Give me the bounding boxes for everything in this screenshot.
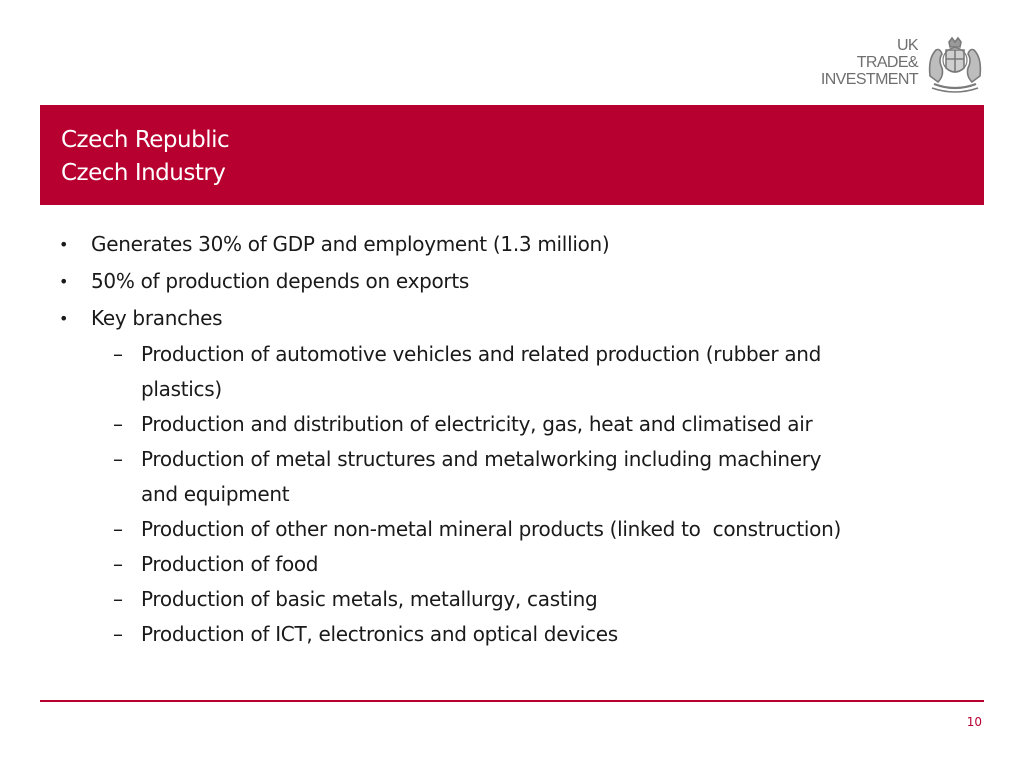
- dash-icon: –: [113, 552, 123, 576]
- sub-bullet-text-continued: and equipment: [141, 482, 290, 506]
- sub-bullet-text: Production of basic metals, metallurgy, casting: [141, 587, 598, 611]
- bullet-text: Key branches: [91, 306, 223, 330]
- page-number: 10: [966, 715, 982, 729]
- bullet-item: [56, 226, 976, 263]
- logo-line-trade: TRADE&: [856, 54, 918, 71]
- sub-bullet-text: Production and distribution of electricity, gas, heat and climatised air: [141, 412, 813, 436]
- sub-bullet-item: [56, 617, 976, 652]
- sub-bullet-item: [56, 582, 976, 617]
- dash-icon: –: [113, 517, 123, 541]
- slide-title: Czech Republic: [61, 127, 230, 153]
- sub-bullet-item: [56, 442, 976, 512]
- slide-content: [56, 226, 976, 652]
- bullet-text: 50% of production depends on exports: [91, 269, 470, 293]
- slide-subtitle: Czech Industry: [61, 160, 226, 186]
- bullet-item: [56, 300, 976, 337]
- bullet-dot-icon: •: [59, 309, 69, 328]
- bullet-text: Generates 30% of GDP and employment (1.3 million): [91, 232, 610, 256]
- sub-bullet-item: [56, 407, 976, 442]
- sub-bullet-text: Production of ICT, electronics and optical devices: [141, 622, 618, 646]
- bullet-dot-icon: •: [59, 235, 69, 254]
- logo-line-uk: UK: [896, 37, 918, 54]
- title-banner: [40, 105, 984, 205]
- logo-line-investment: INVESTMENT: [820, 71, 918, 88]
- sub-bullet-text: Production of other non-metal mineral products (linked to construction): [141, 517, 841, 541]
- bullet-dot-icon: •: [59, 272, 69, 291]
- bullet-item: [56, 263, 976, 300]
- sub-bullet-text: Production of metal structures and metalworking including machinery: [141, 447, 822, 471]
- sub-bullet-item: [56, 547, 976, 582]
- dash-icon: –: [113, 412, 123, 436]
- sub-bullet-text-continued: plastics): [141, 377, 222, 401]
- footer-divider: [40, 700, 984, 702]
- sub-bullet-text: Production of automotive vehicles and related production (rubber and: [141, 342, 822, 366]
- logo-text: [821, 36, 918, 88]
- sub-bullet-text: Production of food: [141, 552, 319, 576]
- uk-trade-investment-logo: [821, 36, 986, 94]
- dash-icon: –: [113, 622, 123, 646]
- sub-bullet-item: [56, 337, 976, 407]
- dash-icon: –: [113, 342, 123, 366]
- sub-bullet-item: [56, 512, 976, 547]
- dash-icon: –: [113, 447, 123, 471]
- royal-crest-icon: [924, 36, 986, 94]
- dash-icon: –: [113, 587, 123, 611]
